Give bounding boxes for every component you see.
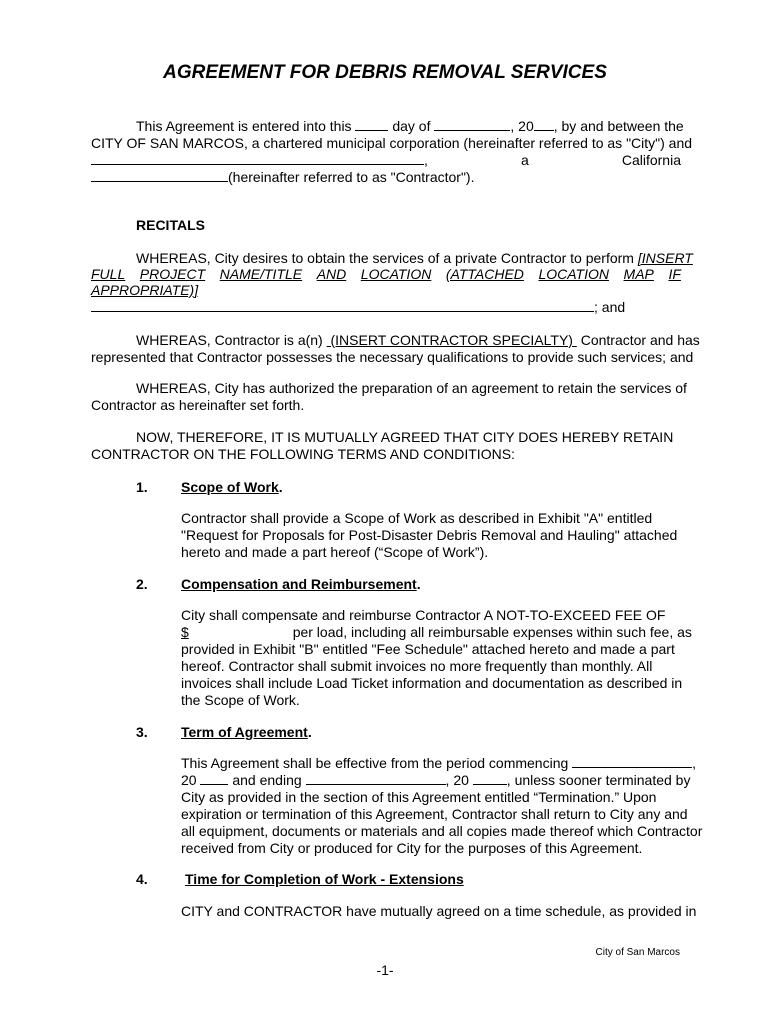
commencing-blank[interactable] (572, 755, 692, 768)
start-year-blank[interactable] (200, 772, 228, 785)
recitals-heading: RECITALS (136, 217, 205, 233)
recital-1-line-3: APPROPRIATE)] (91, 282, 199, 298)
section-4-number: 4. (136, 871, 148, 887)
section-2-line-1: City shall compensate and reimburse Contractor A NOT-TO-EXCEED FEE OF (181, 607, 666, 623)
recital-3-line-2: Contractor as hereinafter set forth. (91, 397, 305, 413)
section-1-number: 1. (136, 479, 148, 495)
footer-organization: City of San Marcos (595, 947, 680, 958)
day-blank[interactable] (355, 118, 388, 131)
section-2-number: 2. (136, 576, 148, 592)
section-1-line-3: hereto and made a part hereof (“Scope of Work”). (181, 544, 489, 560)
month-blank[interactable] (434, 118, 510, 131)
section-2-heading: Compensation and Reimbursement. (181, 576, 421, 592)
section-3-line-4: expiration or termination of this Agreement, Contractor shall return to City any and (181, 806, 688, 822)
section-3-number: 3. (136, 724, 148, 740)
page-number: -1- (376, 962, 394, 978)
section-3-line-5: all equipment, documents or materials and all copies made thereof which Contractor (181, 823, 703, 839)
year-blank[interactable] (534, 118, 554, 131)
intro-line-1: This Agreement is entered into this day of , 20 , by and between the (136, 118, 684, 134)
section-1-line-2: "Request for Proposals for Post-Disaster Debris Removal and Hauling" attached (181, 527, 678, 543)
section-4-line-1: CITY and CONTRACTOR have mutually agreed on a time schedule, as provided in (181, 903, 697, 919)
intro-line-4: (hereinafter referred to as "Contractor"). (91, 169, 681, 186)
recital-1-line-1: WHEREAS, City desires to obtain the services of a private Contractor to perform [INSERT (136, 250, 693, 266)
end-year-blank[interactable] (473, 772, 507, 785)
project-name-blank[interactable] (91, 299, 594, 312)
recital-2-line-1: WHEREAS, Contractor is a(n) (INSERT CONTRACTOR SPECIALTY) Contractor and has (136, 332, 700, 348)
section-3-line-3: City as provided in the section of this Agreement entitled “Termination.” Upon (181, 789, 657, 805)
recital-2-line-2: represented that Contractor possesses the necessary qualifications to provide such services; and (91, 349, 694, 365)
section-3-line-6: received from City or produced for City for the purposes of this Agreement. (181, 840, 643, 856)
recital-1-line-2: FULL PROJECT NAME/TITLE AND LOCATION (ATTACHED LOCATION MAP IF (91, 266, 681, 282)
section-2-line-3: provided in Exhibit "B" entitled "Fee Schedule" attached hereto and made a part (181, 641, 675, 657)
intro-line-3: , a California (91, 152, 681, 169)
section-3-line-1: This Agreement shall be effective from the period commencing , (181, 755, 697, 771)
section-2-line-6: the Scope of Work. (181, 692, 300, 708)
section-1-heading: Scope of Work. (181, 479, 283, 495)
recital-1-line-4: ; and (91, 299, 681, 316)
contractor-name-blank[interactable] (91, 152, 424, 165)
section-3-line-2: 20 and ending , 20 , unless sooner terminated by (181, 772, 691, 788)
section-1-line-1: Contractor shall provide a Scope of Work as described in Exhibit "A" entitled (181, 510, 653, 526)
now-therefore-line-1: NOW, THEREFORE, IT IS MUTUALLY AGREED THAT CITY DOES HEREBY RETAIN (136, 429, 674, 445)
document-title: AGREEMENT FOR DEBRIS REMOVAL SERVICES (163, 62, 607, 83)
contractor-type-blank[interactable] (91, 169, 228, 182)
recital-3-line-1: WHEREAS, City has authorized the preparation of an agreement to retain the services of (136, 380, 687, 396)
section-2-line-5: invoices shall include Load Ticket information and documentation as described in (181, 675, 683, 691)
section-2-line-2: $ per load, including all reimbursable expenses within such fee, as (181, 624, 692, 640)
now-therefore-line-2: CONTRACTOR ON THE FOLLOWING TERMS AND CONDITIONS: (91, 446, 515, 462)
section-2-line-4: hereof. Contractor shall submit invoices no more frequently than monthly. All (181, 658, 653, 674)
end-date-blank[interactable] (306, 772, 446, 785)
intro-line-2: CITY OF SAN MARCOS, a chartered municipal corporation (hereinafter referred to as "City") and (91, 135, 693, 151)
section-3-heading: Term of Agreement. (181, 724, 312, 740)
section-4-heading: Time for Completion of Work - Extensions (185, 871, 464, 887)
